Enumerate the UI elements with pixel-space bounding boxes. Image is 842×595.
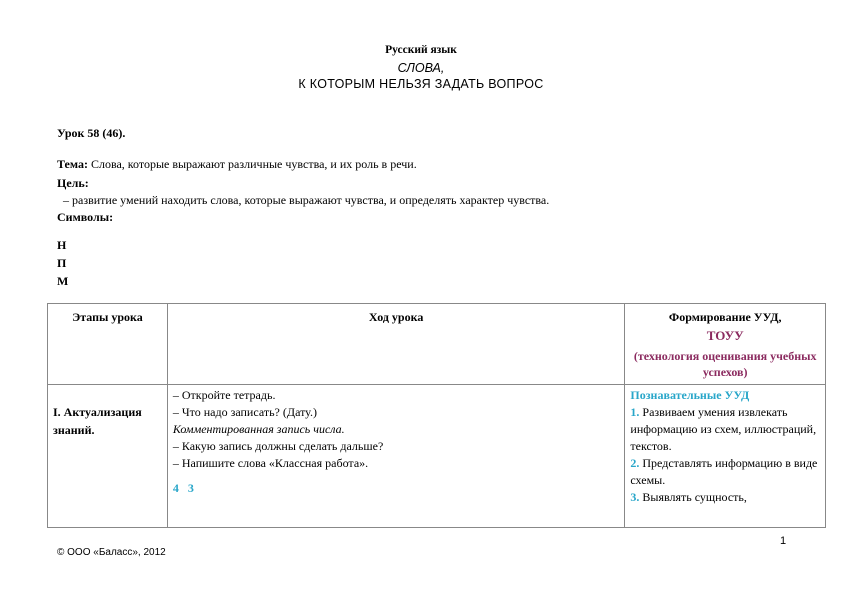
symbol-p: П (57, 256, 67, 270)
table-header-row (48, 304, 826, 385)
lesson-number: Урок 58 (46). (57, 126, 126, 140)
footer-copyright: © ООО «Баласс», 2012 (57, 547, 166, 558)
uud-item-number: 3. (630, 490, 640, 504)
uud-item-number: 2. (630, 456, 640, 470)
lesson-table (47, 303, 826, 528)
symbol-n: Н (57, 238, 67, 252)
uud-item-text: Выявлять сущность, (639, 490, 747, 504)
page-number: 1 (780, 535, 787, 547)
topic-title-line2: К КОТОРЫМ НЕЛЬЗЯ ЗАДАТЬ ВОПРОС (298, 77, 544, 91)
header-toyy: ТОУУ (706, 328, 744, 343)
uud-item (630, 489, 820, 506)
uud-item-text: Развиваем умения извлекать информацию из схем, иллюстраций, текстов. (630, 405, 817, 453)
topic-title-line1: СЛОВА, (397, 61, 445, 75)
subject-title: Русский язык (385, 44, 457, 56)
process-line: – Какую запись должны сделать дальше? (172, 439, 384, 453)
process-cell (167, 385, 625, 528)
stage-cell: I. Актуализация знаний. (48, 385, 168, 528)
symbol-m: М (57, 274, 69, 288)
table-row (48, 385, 826, 528)
theme-label: Тема: (57, 157, 88, 171)
theme-text: Слова, которые выражают различные чувства, и их роль в речи. (87, 157, 417, 171)
symbols-label: Символы: (57, 210, 114, 224)
uud-item (630, 455, 820, 489)
process-line: – Откройте тетрадь. (172, 388, 276, 402)
process-line: – Напишите слова «Классная работа». (172, 456, 369, 470)
theme-line (57, 157, 417, 172)
header-uud (625, 304, 826, 385)
header-stage: Этапы урока (48, 304, 168, 385)
uud-title: Познавательные УУД (630, 388, 750, 402)
uud-item (630, 404, 820, 455)
header-toyy-sub: (технология оценивания учебных успехов) (633, 349, 817, 379)
uud-item-number: 1. (630, 405, 640, 419)
goal-text: – развитие умений находить слова, которые выражают чувства, и определять характер чувства. (63, 193, 550, 207)
uud-cell (625, 385, 826, 528)
process-line: – Что надо записать? (Дату.) (172, 405, 317, 419)
symbols-note: 4 3 (172, 481, 194, 495)
process-line: Комментированная запись числа. (172, 422, 345, 436)
goal-label: Цель: (57, 176, 89, 190)
header-process: Ход урока (167, 304, 625, 385)
header-uud-label: Формирование УУД, (668, 310, 782, 324)
uud-item-text: Представлять информацию в виде схемы. (630, 456, 818, 487)
